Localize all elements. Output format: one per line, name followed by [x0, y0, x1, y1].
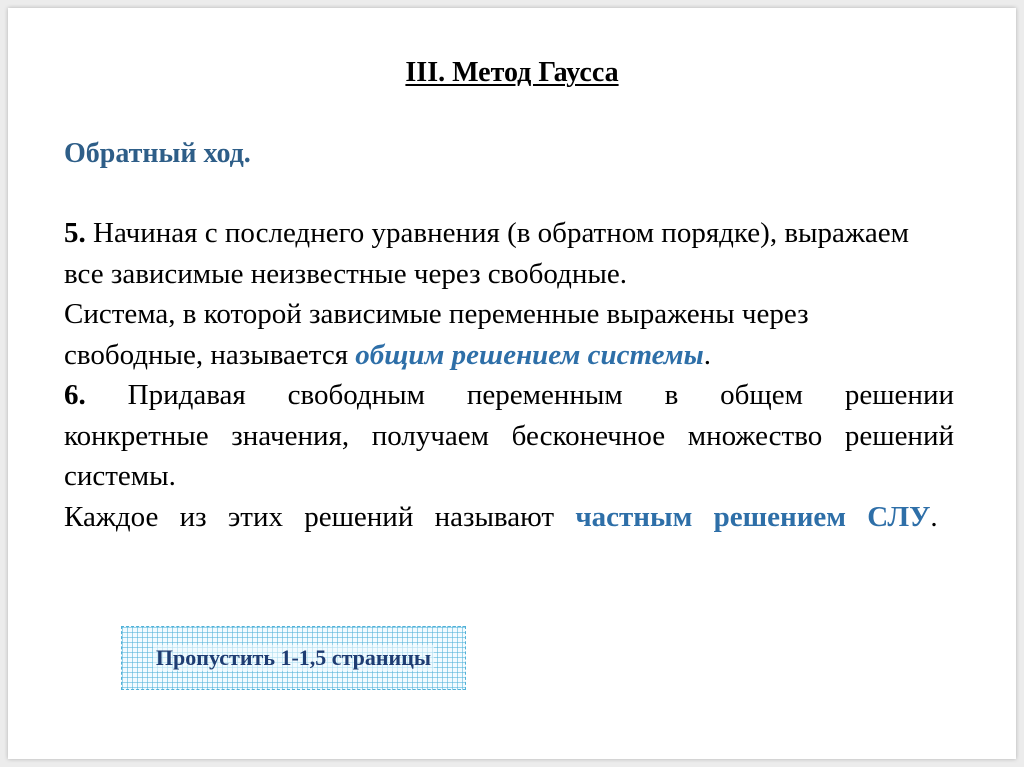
- paragraph-definition-general: [64, 294, 954, 375]
- step-number-6: 6.: [64, 379, 86, 411]
- definition-particular-end: .: [930, 500, 938, 533]
- step-number-5: 5.: [64, 217, 86, 249]
- slide-title: III. Метод Гаусса: [405, 57, 619, 88]
- definition-general-text: Система, в которой зависимые переменные выражены через свободные, называется: [64, 298, 809, 371]
- paragraph-step-5: [64, 213, 954, 294]
- slide-body: [64, 213, 954, 537]
- term-general-solution: общим решением системы: [355, 338, 704, 371]
- definition-particular-text: Каждое из этих решений называют: [64, 500, 576, 533]
- skip-pages-button[interactable]: [121, 626, 466, 690]
- step-6-text: Придавая свободным переменным в общем решении конкретные значения, получаем бесконечное множество решений системы.: [64, 379, 954, 492]
- term-particular-solution: частным решением СЛУ: [575, 500, 931, 533]
- slide: [8, 8, 1016, 759]
- paragraph-definition-particular: [64, 497, 954, 538]
- step-5-text: Начиная с последнего уравнения (в обратном порядке), выражаем все зависимые неизвестные через свободные.: [64, 217, 909, 290]
- definition-general-end: .: [703, 338, 711, 371]
- skip-pages-label: Пропустить 1-1,5 страницы: [153, 645, 434, 671]
- paragraph-step-6: [64, 375, 954, 497]
- section-subtitle: Обратный ход.: [64, 138, 251, 169]
